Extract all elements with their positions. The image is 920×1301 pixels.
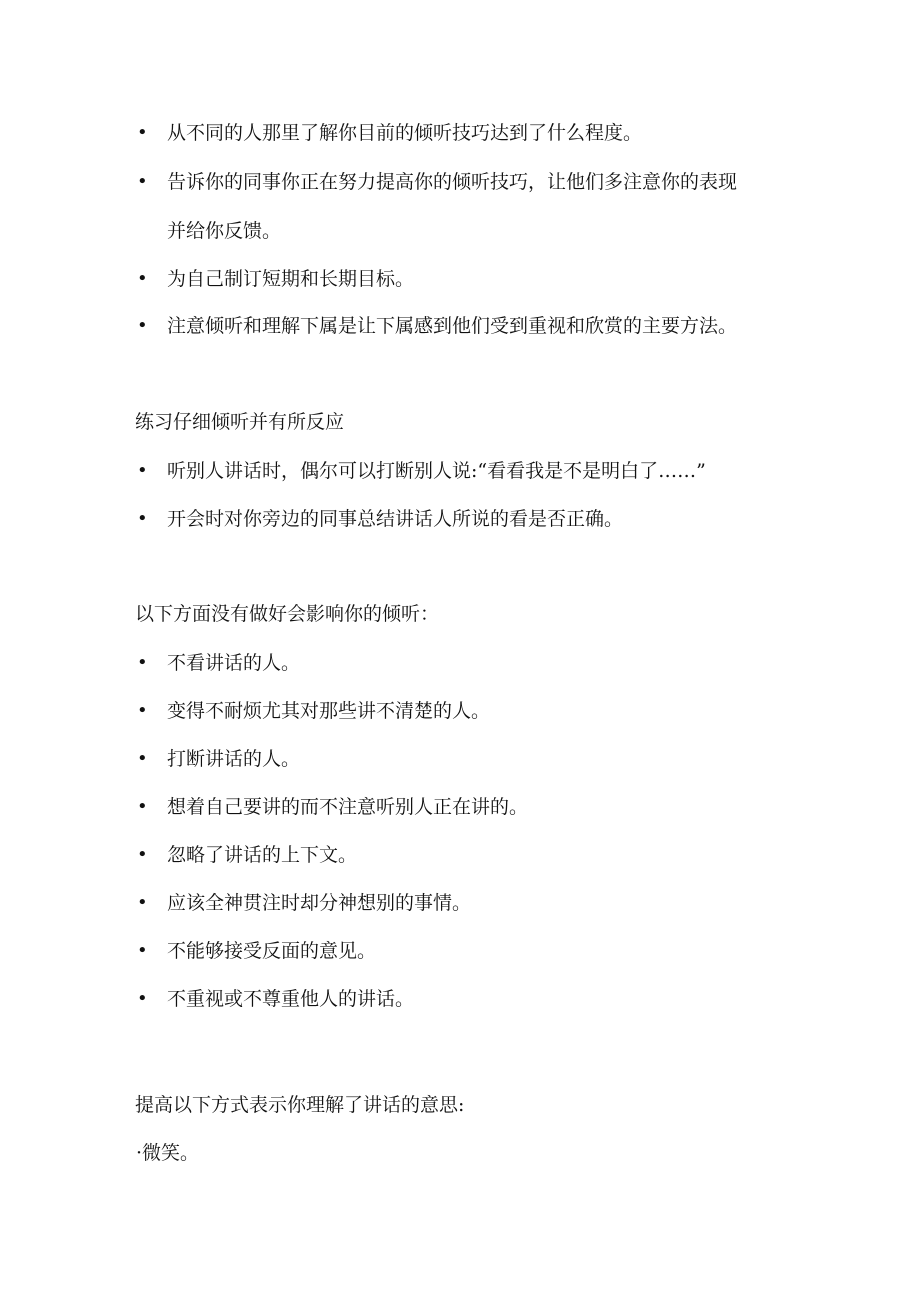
section-heading: 提高以下方式表示你理解了讲话的意思: bbox=[135, 1094, 465, 1116]
list-item: 变得不耐烦尤其对那些讲不清楚的人。 bbox=[167, 700, 491, 722]
bullet-marker: • bbox=[137, 508, 148, 529]
list-item: ·微笑。 bbox=[136, 1142, 200, 1164]
bullet-marker: • bbox=[137, 988, 148, 1009]
bullet-marker: • bbox=[137, 652, 148, 673]
bullet-marker: • bbox=[137, 268, 148, 289]
bullet-marker: • bbox=[137, 940, 148, 961]
bullet-marker: • bbox=[137, 892, 148, 913]
bullet-marker: • bbox=[137, 748, 148, 769]
list-item: 为自己制订短期和长期目标。 bbox=[167, 268, 415, 290]
list-item: 想着自己要讲的而不注意听别人正在讲的。 bbox=[167, 796, 529, 818]
section-heading: 以下方面没有做好会影响你的倾听： bbox=[135, 603, 440, 625]
list-item: 听别人讲话时，偶尔可以打断别人说:“看看我是不是明白了……” bbox=[167, 460, 706, 482]
list-item-continuation: 并给你反馈。 bbox=[167, 220, 282, 242]
list-item: 开会时对你旁边的同事总结讲话人所说的看是否正确。 bbox=[167, 508, 624, 530]
bullet-marker: • bbox=[137, 460, 148, 481]
bullet-marker: • bbox=[137, 700, 148, 721]
bullet-marker: • bbox=[137, 122, 148, 143]
bullet-marker: • bbox=[137, 844, 148, 865]
list-item: 打断讲话的人。 bbox=[167, 748, 301, 770]
list-item: 不重视或不尊重他人的讲话。 bbox=[167, 988, 415, 1010]
bullet-marker: • bbox=[137, 171, 148, 192]
list-item: 不能够接受反面的意见。 bbox=[167, 940, 377, 962]
list-item: 注意倾听和理解下属是让下属感到他们受到重视和欣赏的主要方法。 bbox=[167, 315, 738, 337]
section-heading: 练习仔细倾听并有所反应 bbox=[135, 411, 345, 433]
list-item: 从不同的人那里了解你目前的倾听技巧达到了什么程度。 bbox=[167, 122, 643, 144]
list-item: 应该全神贯注时却分神想别的事情。 bbox=[167, 892, 472, 914]
list-item: 忽略了讲话的上下文。 bbox=[167, 844, 358, 866]
list-item: 告诉你的同事你正在努力提高你的倾听技巧，让他们多注意你的表现 bbox=[167, 171, 738, 193]
list-item: 不看讲话的人。 bbox=[167, 652, 301, 674]
bullet-marker: • bbox=[137, 315, 148, 336]
bullet-marker: • bbox=[137, 796, 148, 817]
